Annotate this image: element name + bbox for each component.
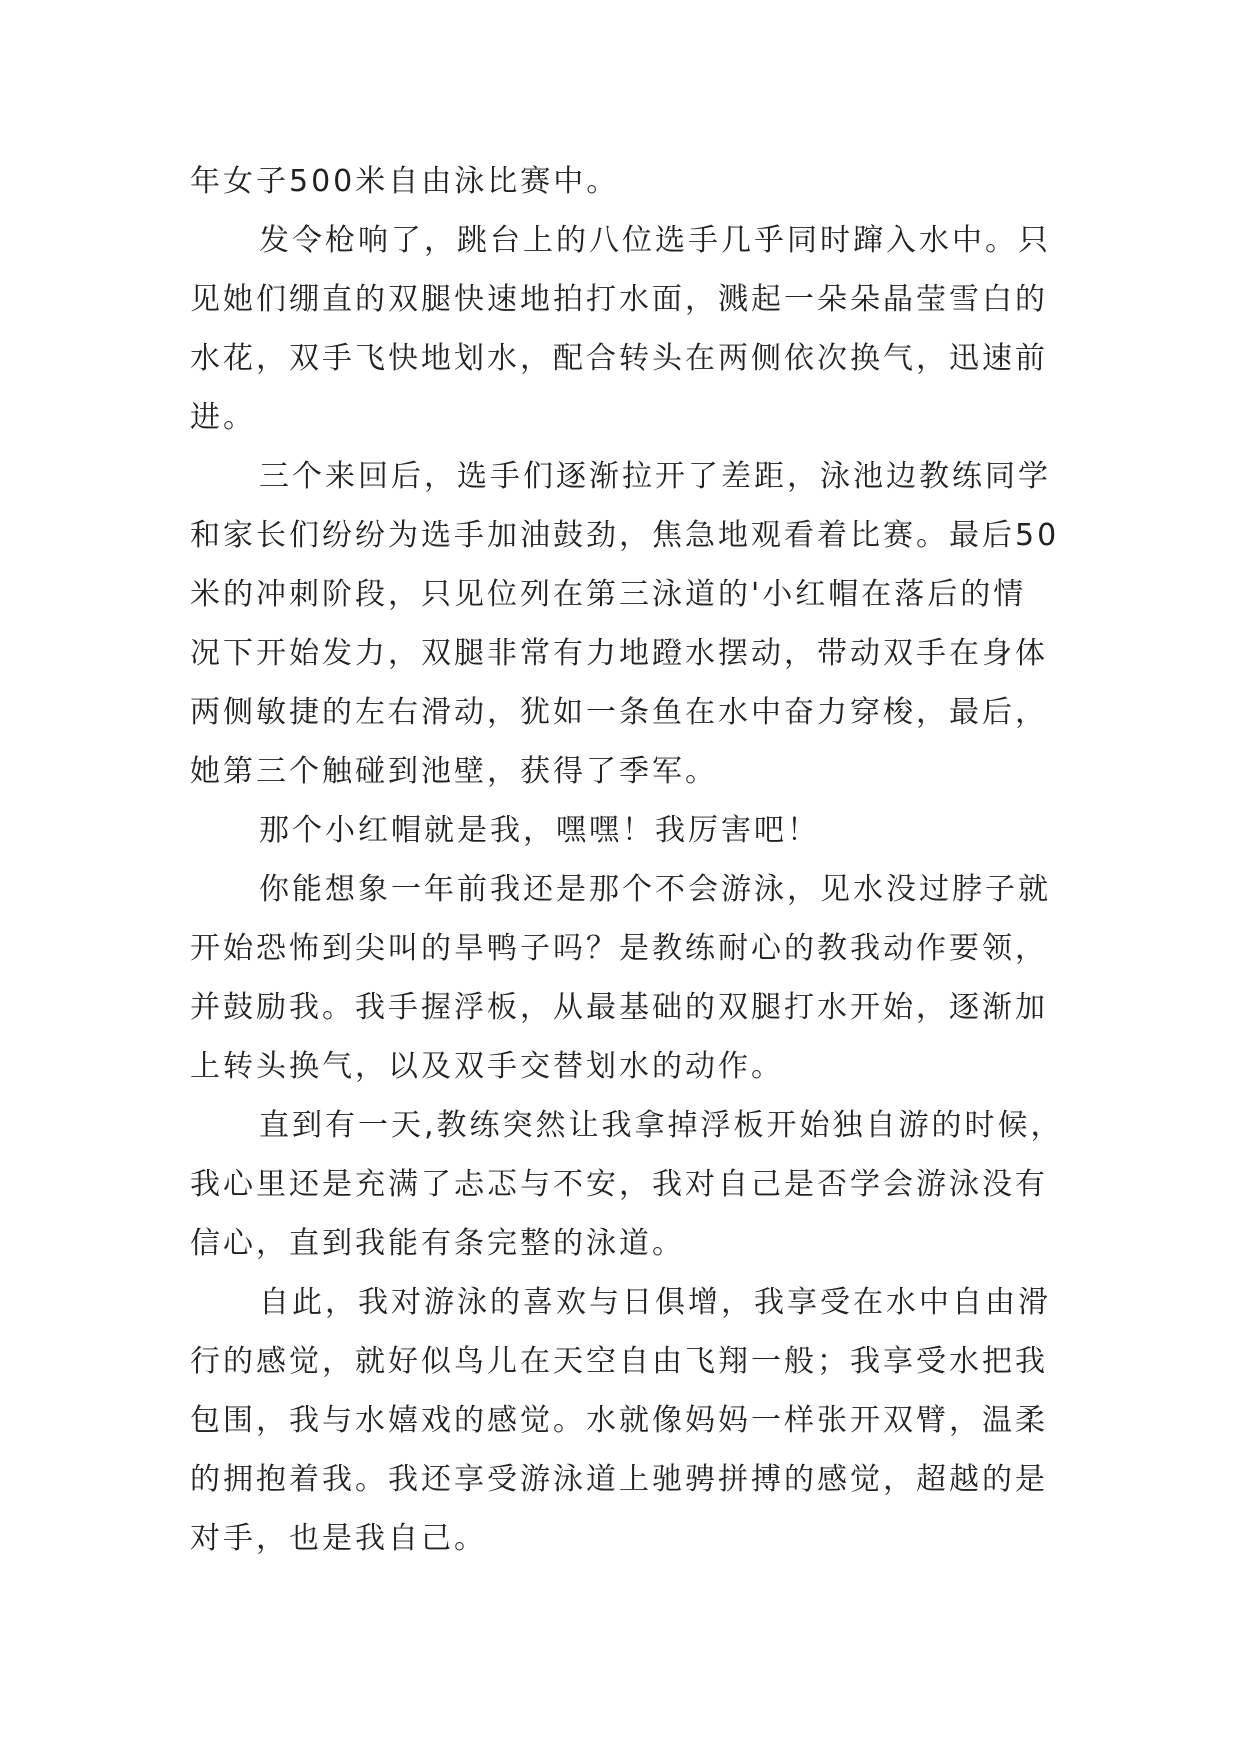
text-line: 的拥抱着我。我还享受游泳道上驰骋拼搏的感觉，超越的是 — [190, 1462, 1048, 1497]
text-line: 和家长们纷纷为选手加油鼓劲，焦急地观看着比赛。最后50 — [190, 518, 1060, 553]
text-line: 并鼓励我。我手握浮板，从最基础的双腿打水开始，逐渐加 — [190, 990, 1048, 1025]
text-line: 信心，直到我能有条完整的泳道。 — [190, 1226, 685, 1261]
text-line: 行的感觉，就好似鸟儿在天空自由飞翔一般；我享受水把我 — [190, 1344, 1048, 1379]
text-line: 开始恐怖到尖叫的旱鸭子吗？是教练耐心的教我动作要领， — [190, 931, 1048, 966]
text-line: 对手，也是我自己。 — [190, 1521, 487, 1556]
text-line: 我心里还是充满了忐忑与不安，我对自己是否学会游泳没有 — [190, 1167, 1048, 1202]
text-line: 直到有一天,教练突然让我拿掉浮板开始独自游的时候， — [259, 1108, 1064, 1143]
text-line: 米的冲刺阶段，只见位列在第三泳道的'小红帽在落后的情 — [190, 577, 1027, 612]
text-line: 包围，我与水嬉戏的感觉。水就像妈妈一样张开双臂，温柔 — [190, 1403, 1048, 1438]
text-line: 发令枪响了，跳台上的八位选手几乎同时蹿入水中。只 — [259, 223, 1051, 258]
text-line: 两侧敏捷的左右滑动，犹如一条鱼在水中奋力穿梭，最后， — [190, 695, 1048, 730]
text-line: 她第三个触碰到池壁，获得了季军。 — [190, 754, 718, 789]
text-line: 年女子500米自由泳比赛中。 — [190, 164, 620, 199]
text-line: 进。 — [190, 400, 256, 435]
text-line: 你能想象一年前我还是那个不会游泳，见水没过脖子就 — [259, 872, 1051, 907]
text-line: 见她们绷直的双腿快速地拍打水面，溅起一朵朵晶莹雪白的 — [190, 282, 1048, 317]
text-line: 况下开始发力，双腿非常有力地蹬水摆动，带动双手在身体 — [190, 636, 1048, 671]
text-line: 自此，我对游泳的喜欢与日俱增，我享受在水中自由滑 — [259, 1285, 1051, 1320]
text-line: 三个来回后，选手们逐渐拉开了差距，泳池边教练同学 — [259, 459, 1051, 494]
document-body — [190, 152, 1070, 1568]
text-line: 水花，双手飞快地划水，配合转头在两侧依次换气，迅速前 — [190, 341, 1048, 376]
text-line: 上转头换气，以及双手交替划水的动作。 — [190, 1049, 784, 1084]
text-line: 那个小红帽就是我，嘿嘿！我厉害吧！ — [259, 813, 820, 848]
